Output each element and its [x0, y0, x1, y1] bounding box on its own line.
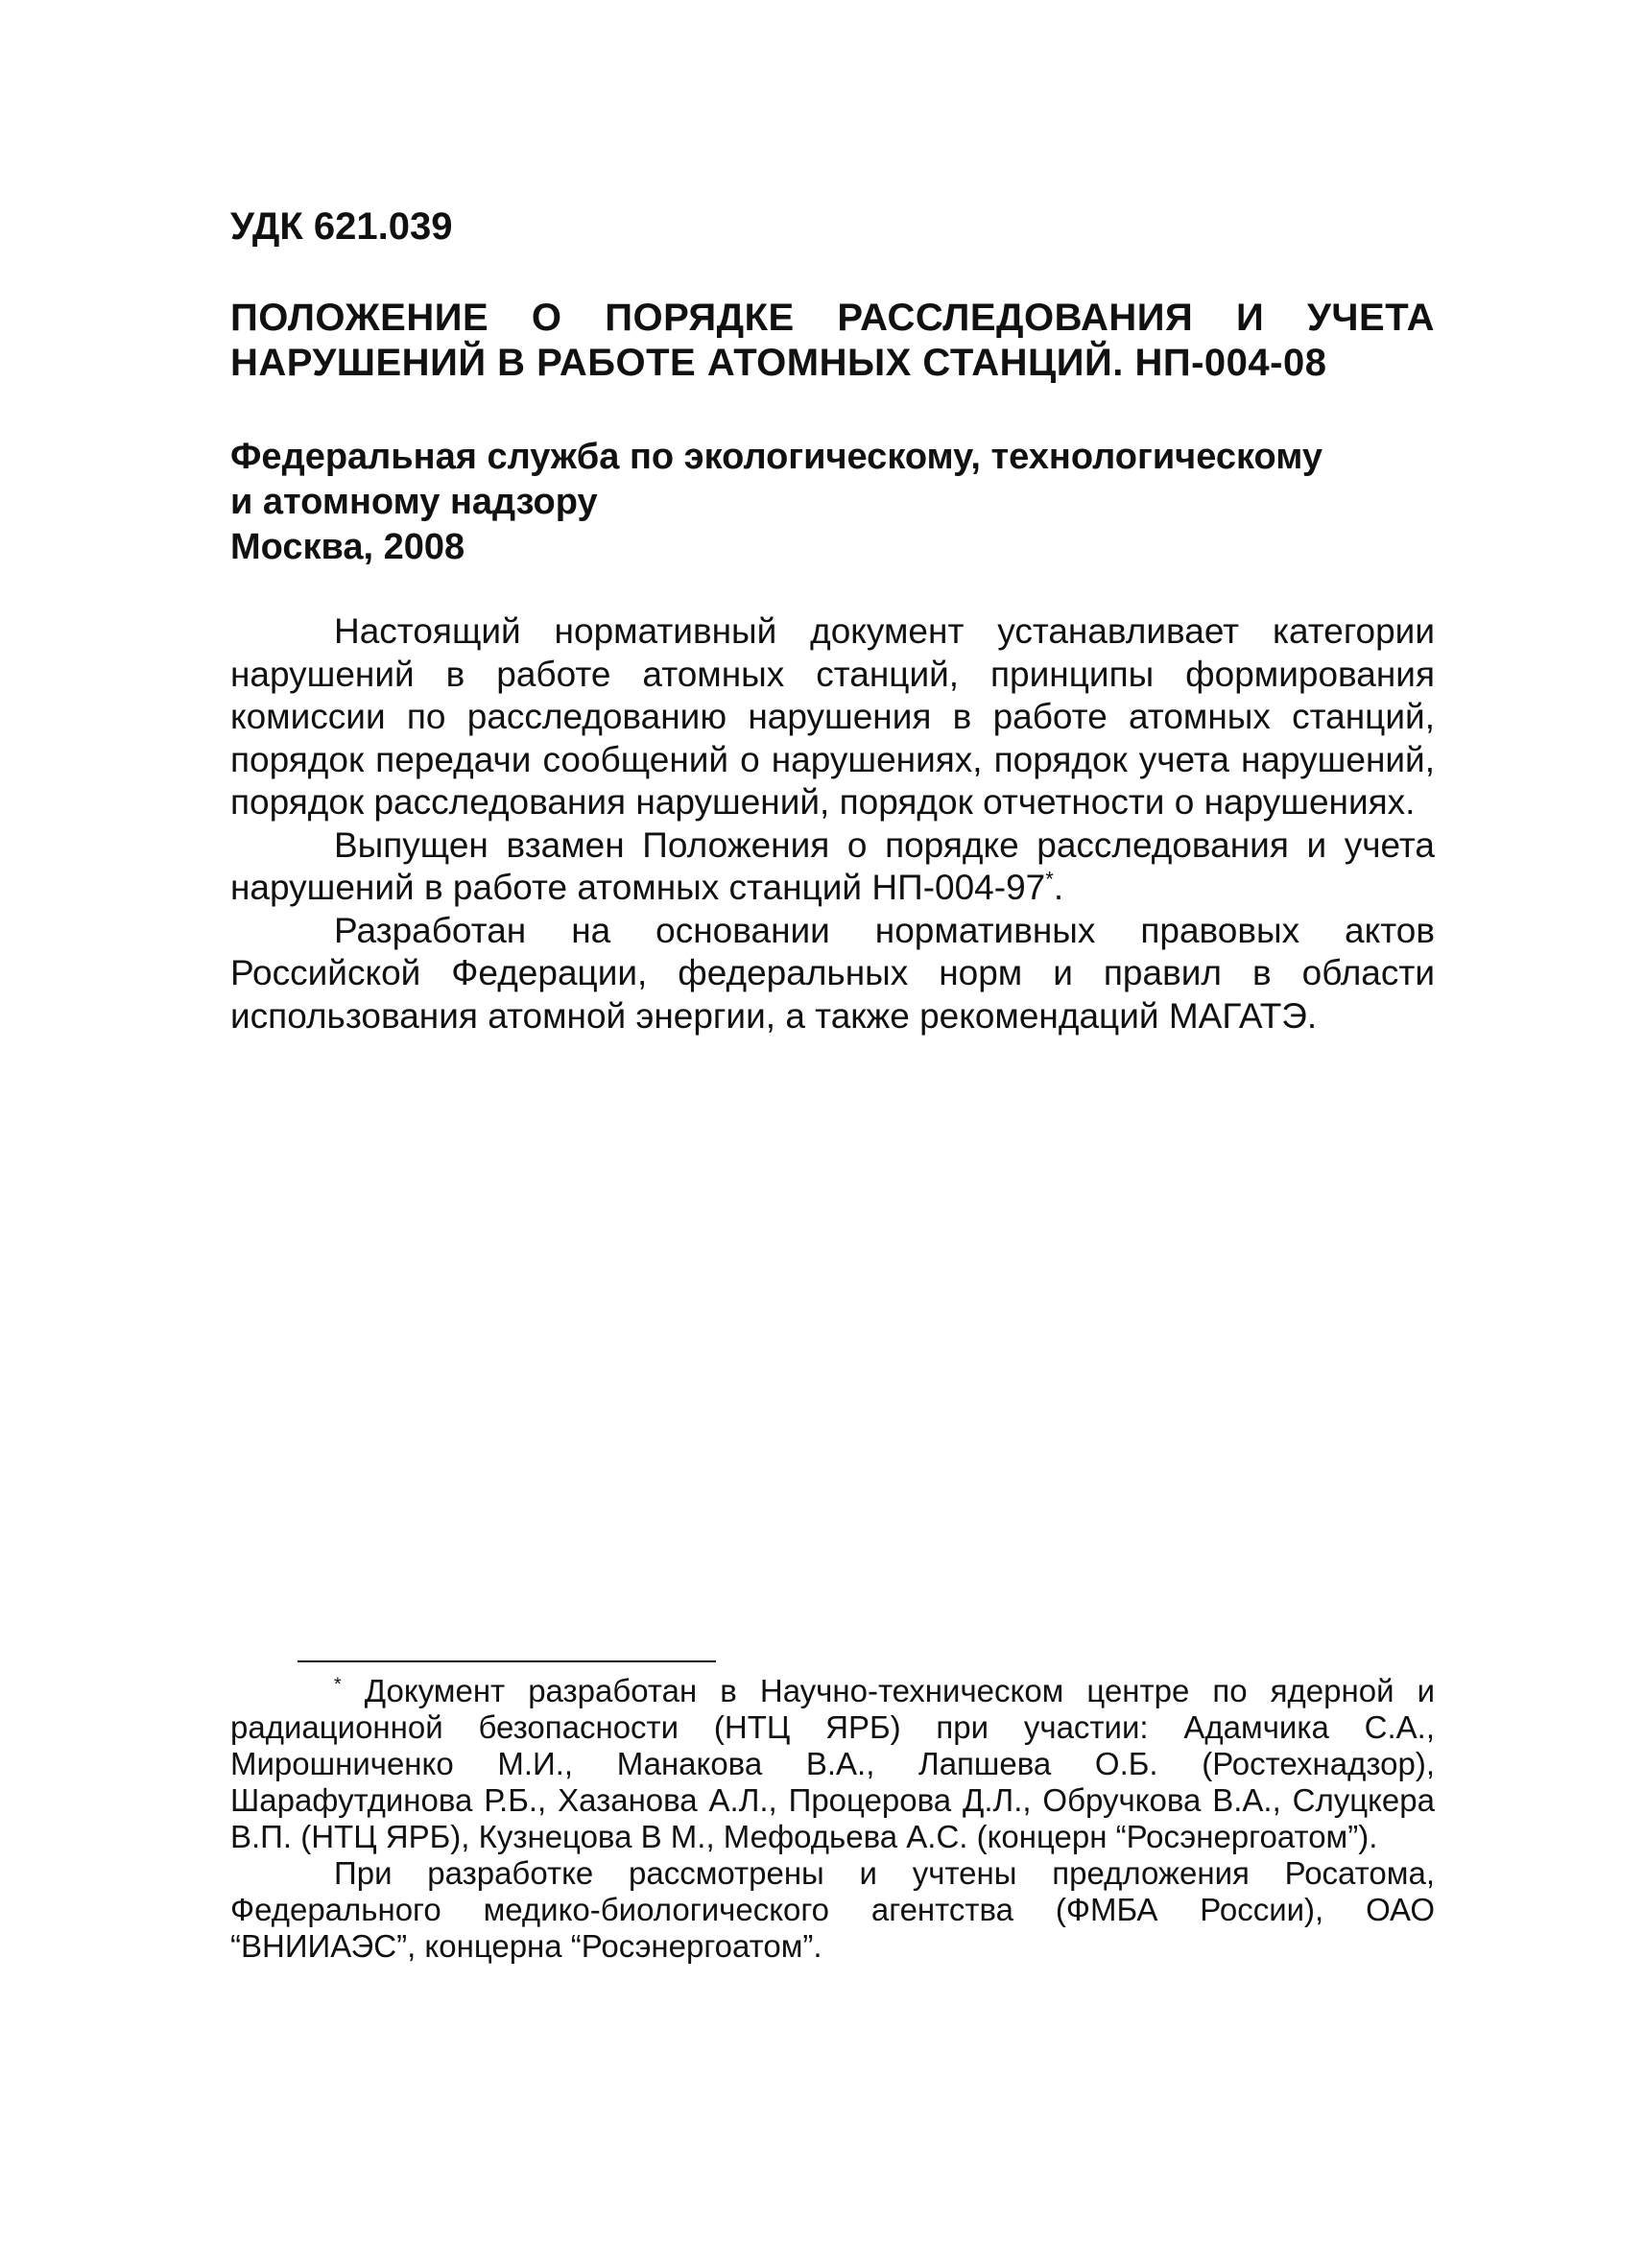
document-title	[230, 296, 1435, 386]
footnotes-block	[230, 1673, 1435, 1965]
footnote-mark: *	[334, 1674, 342, 1695]
footnote-authors-text: Документ разработан в Научно-техническом центре по ядерной и радиационной безопасности (НТЦ ЯРБ) при участии: Адамчика С.А., Мирошниченко М.И., Манакова В.А., Лапшева О.Б. (Ростехнадзор), Шарафутдинова Р.Б., Хазанова А.Л., Процерова Д.Л., Обручкова В.А., Слуцкера В.П. (НТЦ ЯРБ), Кузнецова В М., Мефодьева А.С. (концерн “Росэнергоатом”).	[230, 1673, 1436, 1854]
body-paragraph-scope: Настоящий нормативный документ устанавливает категории нарушений в работе атомных станций, принципы формирования комиссии по расследованию нарушения в работе атомных станций, порядок передачи сообщений о нарушениях, порядок учета нарушений, порядок расследования нарушений, порядок отчетности о нарушениях.	[230, 611, 1435, 822]
document-body	[230, 610, 1435, 1038]
publication-city-year: Москва, 2008	[230, 527, 465, 567]
body-paragraph-replaces	[230, 824, 1435, 910]
body-paragraph-basis: Разработан на основании нормативных правовых актов Российской Федерации, федеральных норм и правил в области использования атомной энергии, а также рекомендаций МАГАТЭ.	[230, 910, 1435, 1036]
footnote-authors	[230, 1673, 1435, 1855]
publisher-line-2: и атомному надзору	[230, 482, 598, 522]
publisher-line-1: Федеральная служба по экологическому, технологическому	[230, 437, 1322, 477]
document-title-line-1: ПОЛОЖЕНИЕ О ПОРЯДКЕ РАССЛЕДОВАНИЯ И УЧЕТА	[230, 297, 1435, 339]
document-page	[230, 0, 1435, 2268]
document-title-line-2: НАРУШЕНИЙ В РАБОТЕ АТОМНЫХ СТАНЦИЙ. НП-004-08	[230, 342, 1327, 384]
udk-code: УДК 621.039	[230, 205, 453, 248]
body-paragraph-replaces-end: .	[1053, 868, 1064, 907]
footnote-divider	[298, 1660, 716, 1662]
body-paragraph-replaces-text: Выпущен взамен Положения о порядке расследования и учета нарушений в работе атомных станций НП-004-97	[230, 824, 1435, 907]
publisher-block	[230, 435, 1435, 570]
footnote-proposals: При разработке рассмотрены и учтены предложения Росатома, Федерального медико-биологического агентства (ФМБА России), ОАО “ВНИИАЭС”, концерна “Росэнергоатом”.	[230, 1855, 1435, 1964]
footnote-reference-mark: *	[1045, 867, 1054, 892]
